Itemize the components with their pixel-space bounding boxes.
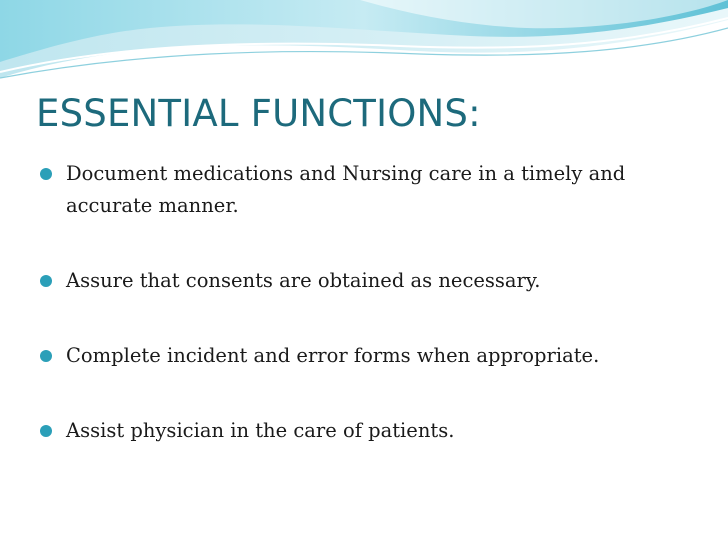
- bullet-marker-icon: [40, 168, 52, 180]
- bullet-item: [40, 415, 690, 447]
- header-wave-decoration: [0, 0, 728, 90]
- bullet-marker-icon: [40, 425, 52, 437]
- bullet-list: [40, 158, 690, 447]
- bullet-marker-icon: [40, 275, 52, 287]
- bullet-marker-icon: [40, 350, 52, 362]
- bullet-item: [40, 340, 690, 372]
- slide-title: ESSENTIAL FUNCTIONS:: [36, 92, 481, 135]
- bullet-text: Complete incident and error forms when appropriate.: [66, 344, 600, 367]
- bullet-text: Assist physician in the care of patients.: [66, 419, 455, 442]
- bullet-item: [40, 265, 690, 297]
- bullet-text: Document medications and Nursing care in a timely and accurate manner.: [66, 162, 626, 217]
- bullet-text: Assure that consents are obtained as necessary.: [66, 269, 541, 292]
- bullet-item: [40, 158, 690, 222]
